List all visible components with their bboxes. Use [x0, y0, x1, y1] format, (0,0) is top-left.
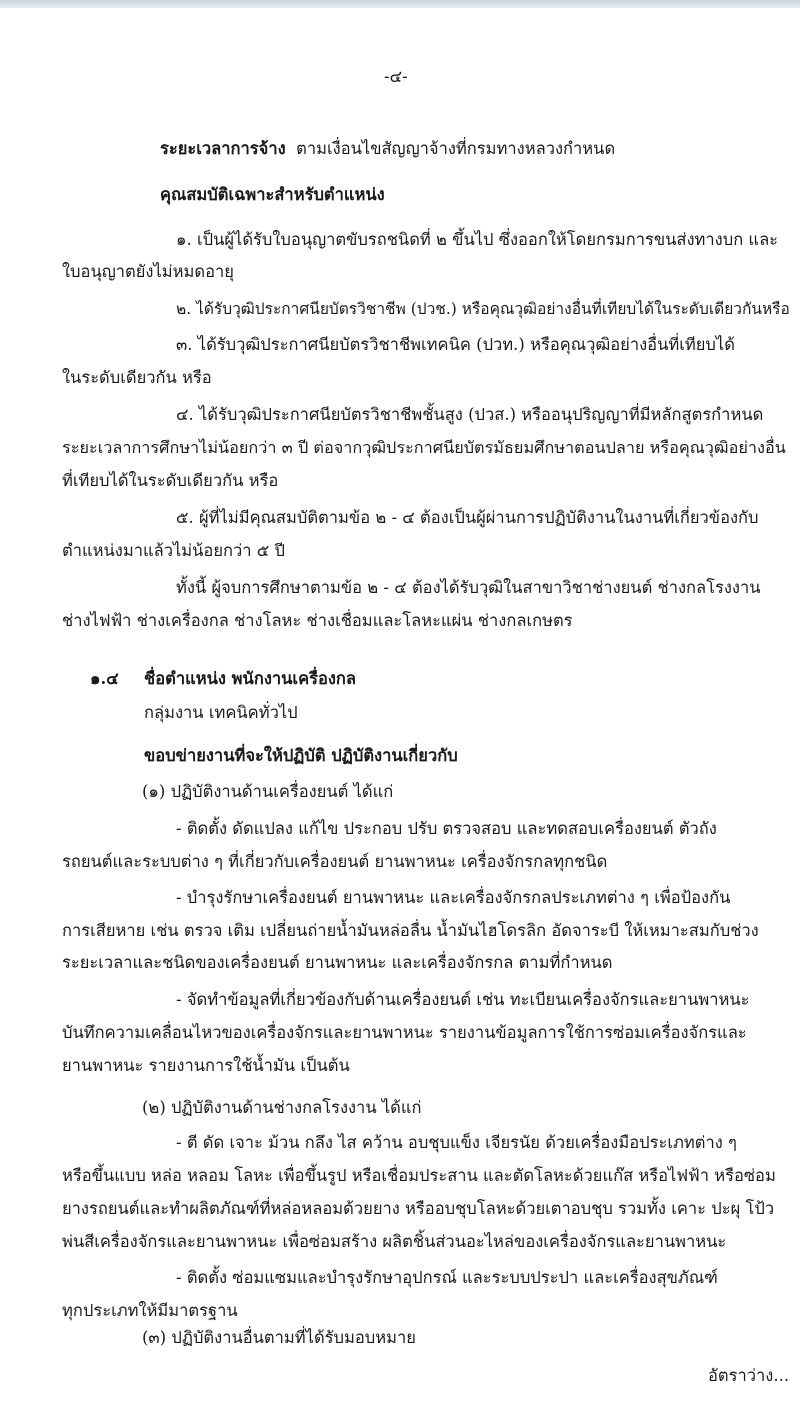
section-number: ๑.๔ [90, 669, 119, 688]
qualification-5: ๕. ผู้ที่ไม่มีคุณสมบัติตามข้อ ๒ - ๔ ต้องเป็นผู้ผ่านการปฏิบัติงานในงานที่เกี่ยวข้องกับ [176, 508, 759, 527]
duty-2: (๒) ปฏิบัติงานด้านช่างกลโรงงาน ได้แก่ [142, 1098, 422, 1117]
position-title: ชื่อตำแหน่ง พนักงานเครื่องกล [144, 669, 357, 688]
education-note: ทั้งนี้ ผู้จบการศึกษาตามข้อ ๒ - ๔ ต้องได้รับวุฒิในสาขาวิชาช่างยนต์ ช่างกลโรงงาน [176, 578, 761, 597]
duty-1a-cont: รถยนต์และระบบต่าง ๆ ที่เกี่ยวกับเครื่องยนต์ ยานพาหนะ เครื่องจักรกลทุกชนิด [62, 852, 608, 871]
duty-1c-cont2: ยานพาหนะ รายงานการใช้น้ำมัน เป็นต้น [62, 1056, 350, 1075]
education-note-cont: ช่างไฟฟ้า ช่างเครื่องกล ช่างโลหะ ช่างเชื่อมและโลหะแผ่น ช่างกลเกษตร [62, 611, 573, 630]
job-group: กลุ่มงาน เทคนิคทั่วไป [144, 703, 298, 722]
duty-2a-cont1: หรือขึ้นแบบ หล่อ หลอม โลหะ เพื่อขึ้นรูป หรือเชื่อมประสาน และตัดโลหะด้วยแก๊ส หรือไฟฟ้า หรือซ่อม [62, 1166, 776, 1185]
duty-1c: - จัดทำข้อมูลที่เกี่ยวข้องกับด้านเครื่องยนต์ เช่น ทะเบียนเครื่องจักรและยานพาหนะ [176, 990, 750, 1009]
duty-1b-cont1: การเสียหาย เช่น ตรวจ เติม เปลี่ยนถ่ายน้ำมันหล่อลื่น น้ำมันไฮโดรลิก อัดจาระบี ให้เหมาะสมกับช่วง [62, 921, 759, 940]
qualification-4-cont1: ระยะเวลาการศึกษาไม่น้อยกว่า ๓ ปี ต่อจากวุฒิประกาศนียบัตรมัธยมศึกษาตอนปลาย หรือคุณวุฒิอย่างอื่น [62, 438, 786, 457]
page-number: -๔- [384, 67, 408, 86]
employment-period-text: ตามเงื่อนไขสัญญาจ้างที่กรมทางหลวงกำหนด [296, 139, 616, 158]
duty-2a-cont2: ยางรถยนต์และทำผลิตภัณฑ์ที่หล่อหลอมด้วยยาง หรืออบชุบโลหะด้วยเตาอบชุบ รวมทั้ง เคาะ ปะผุ โป้ว [62, 1199, 775, 1218]
scope-heading: ขอบข่ายงานที่จะให้ปฏิบัติ ปฏิบัติงานเกี่ยวกับ [144, 746, 458, 765]
qualification-2: ๒. ได้รับวุฒิประกาศนียบัตรวิชาชีพ (ปวช.) หรือคุณวุฒิอย่างอื่นที่เทียบได้ในระดับเดียวกันหรือ [176, 300, 790, 318]
duty-2a-cont3: พ่นสีเครื่องจักรและยานพาหนะ เพื่อซ่อมสร้าง ผลิตชิ้นส่วนอะไหล่ของเครื่องจักรและยานพาหนะ [62, 1232, 727, 1251]
duty-3: (๓) ปฏิบัติงานอื่นตามที่ได้รับมอบหมาย [142, 1328, 416, 1347]
qualification-heading: คุณสมบัติเฉพาะสำหรับตำแหน่ง [160, 185, 385, 204]
duty-2b-cont: ทุกประเภทให้มีมาตรฐาน [62, 1301, 238, 1320]
qualification-5-cont: ตำแหน่งมาแล้วไม่น้อยกว่า ๕ ปี [62, 541, 285, 560]
duty-2a: - ตี ดัด เจาะ ม้วน กลึง ไส คว้าน อบชุบแข็ง เจียรนัย ด้วยเครื่องมือประเภทต่าง ๆ [176, 1133, 737, 1152]
duty-1: (๑) ปฏิบัติงานด้านเครื่องยนต์ ได้แก่ [142, 782, 394, 801]
qualification-1: ๑. เป็นผู้ได้รับใบอนุญาตขับรถชนิดที่ ๒ ขึ้นไป ซึ่งออกให้โดยกรมการขนส่งทางบก และ [176, 230, 779, 249]
employment-period [160, 138, 615, 160]
qualification-3-cont: ในระดับเดียวกัน หรือ [62, 368, 212, 387]
qualification-1-cont: ใบอนุญาตยังไม่หมดอายุ [62, 262, 234, 281]
duty-1b: - บำรุงรักษาเครื่องยนต์ ยานพาหนะ และเครื่องจักรกลประเภทต่าง ๆ เพื่อป้องกัน [176, 888, 731, 907]
qualification-4: ๔. ได้รับวุฒิประกาศนียบัตรวิชาชีพชั้นสูง (ปวส.) หรืออนุปริญญาที่มีหลักสูตรกำหนด [176, 405, 764, 424]
duty-1c-cont1: บันทึกความเคลื่อนไหวของเครื่องจักรและยานพาหนะ รายงานข้อมูลการใช้การซ่อมเครื่องจักรและ [62, 1023, 747, 1042]
qualification-4-cont2: ที่เทียบได้ในระดับเดียวกัน หรือ [62, 471, 279, 490]
next-page-catchword: อัตราว่าง... [708, 1366, 790, 1385]
duty-1a: - ติดตั้ง ดัดแปลง แก้ไข ประกอบ ปรับ ตรวจสอบ และทดสอบเครื่องยนต์ ตัวถัง [176, 819, 717, 838]
duty-1b-cont2: ระยะเวลาและชนิดของเครื่องยนต์ ยานพาหนะ และเครื่องจักรกล ตามที่กำหนด [62, 953, 613, 972]
top-edge [0, 0, 800, 8]
qualification-3: ๓. ได้รับวุฒิประกาศนียบัตรวิชาชีพเทคนิค (ปวท.) หรือคุณวุฒิอย่างอื่นที่เทียบได้ [176, 335, 735, 354]
duty-2b: - ติดตั้ง ซ่อมแซมและบำรุงรักษาอุปกรณ์ และระบบประปา และเครื่องสุขภัณฑ์ [176, 1268, 718, 1287]
employment-period-label: ระยะเวลาการจ้าง [160, 139, 286, 158]
